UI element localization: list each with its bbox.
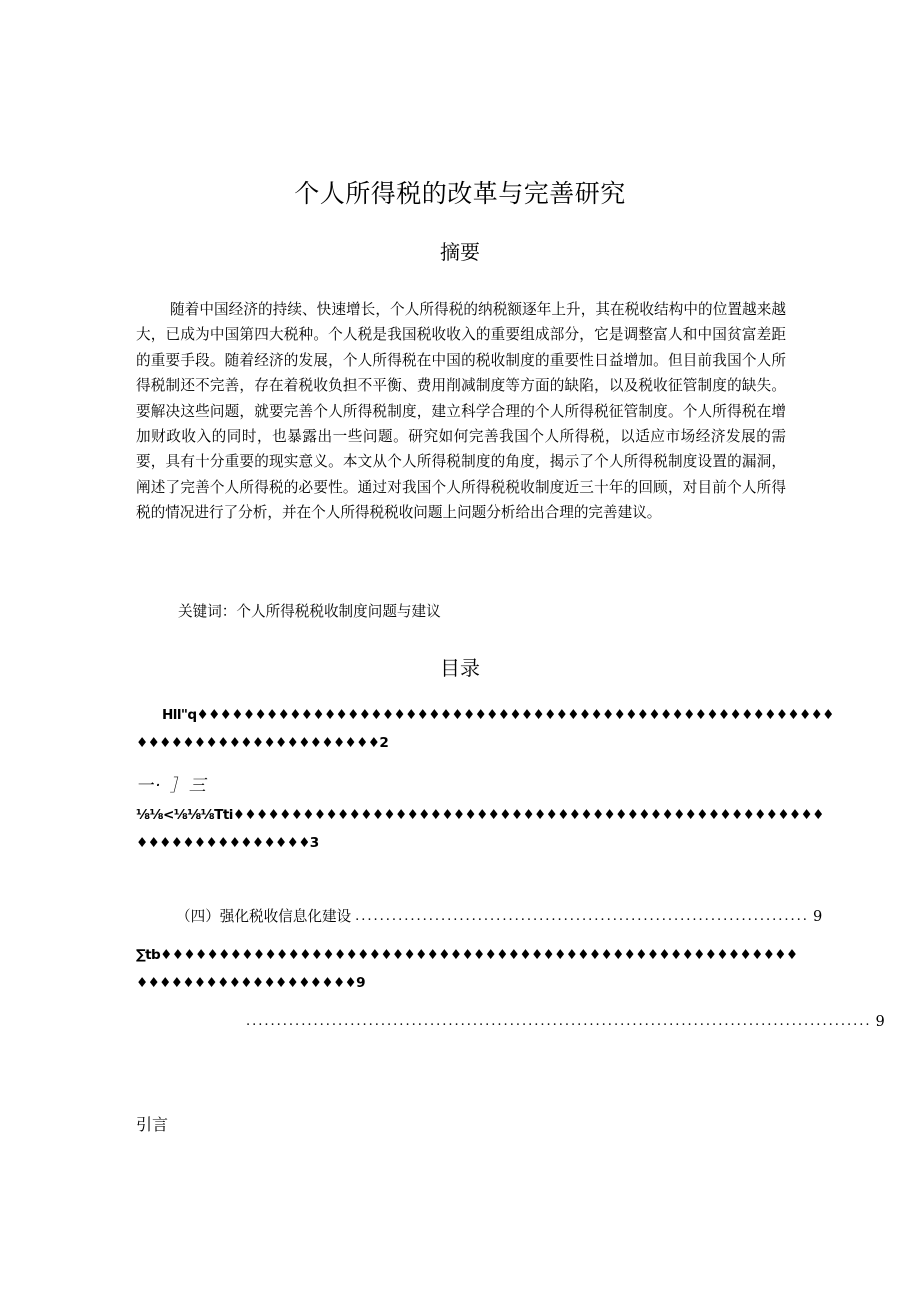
toc-entry-3-line-1: ⅛⅛<⅛⅛⅛Tti♦♦♦♦♦♦♦♦♦♦♦♦♦♦♦♦♦♦♦♦♦♦♦♦♦♦♦♦♦♦♦♦♦♦♦♦♦♦♦♦♦♦♦♦♦♦♦♦♦♦♦ xyxy=(136,807,824,823)
toc-entry-6 xyxy=(246,1010,885,1034)
keywords-line: 关键词：个人所得税税收制度问题与建议 xyxy=(178,603,441,620)
toc-entry-1-line-1: Hll"q♦♦♦♦♦♦♦♦♦♦♦♦♦♦♦♦♦♦♦♦♦♦♦♦♦♦♦♦♦♦♦♦♦♦♦♦♦♦♦♦♦♦♦♦♦♦♦♦♦♦♦♦♦♦♦ xyxy=(162,707,834,723)
toc-entry-2: 一· ］三 xyxy=(136,776,208,796)
abstract-heading: 摘要 xyxy=(440,240,480,264)
toc-entry-3-line-2: ♦♦♦♦♦♦♦♦♦♦♦♦♦♦♦3 xyxy=(136,835,319,851)
toc-entry-5-line-1: ∑tb♦♦♦♦♦♦♦♦♦♦♦♦♦♦♦♦♦♦♦♦♦♦♦♦♦♦♦♦♦♦♦♦♦♦♦♦♦♦♦♦♦♦♦♦♦♦♦♦♦♦♦♦♦♦♦ xyxy=(136,947,798,963)
intro-heading: 引言 xyxy=(136,1115,169,1134)
toc-entry-5-line-2: ♦♦♦♦♦♦♦♦♦♦♦♦♦♦♦♦♦♦♦9 xyxy=(136,975,366,991)
toc-entry-6-leader: ...................................................................................................... xyxy=(246,1014,872,1029)
abstract-paragraph: 随着中国经济的持续、快速增长，个人所得税的纳税额逐年上升，其在税收结构中的位置越来越大，已成为中国第四大税种。个人税是我国税收收入的重要组成部分，它是调整富人和中国贫富差距的重要手段。随着经济的发展，个人所得税在中国的税收制度的重要性日益增加。但目前我国个人所得税制还不完善，存在着税收负担不平衡、费用削减制度等方面的缺陷，以及税收征管制度的缺失。要解决这些问题，就要完善个人所得税制度，建立科学合理的个人所得税征管制度。个人所得税在增加财政收入的同时，也暴露出一些问题。研究如何完善我国个人所得税，以适应市场经济发展的需要，具有十分重要的现实意义。本文从个人所得税制度的角度，揭示了个人所得税制度设置的漏洞，阐述了完善个人所得税的必要性。通过对我国个人所得税税收制度近三十年的回顾，对目前个人所得税的情况进行了分析，并在个人所得税税收问题上问题分析给出合理的完善建议。 xyxy=(136,301,786,522)
toc-entry-6-page: 9 xyxy=(875,1013,885,1030)
toc-entry-4-page: 9 xyxy=(812,908,823,925)
document-title: 个人所得税的改革与完善研究 xyxy=(294,179,626,208)
toc-entry-4-label: （四）强化税收信息化建设 xyxy=(176,908,352,925)
toc-entry-1-line-2: ♦♦♦♦♦♦♦♦♦♦♦♦♦♦♦♦♦♦♦♦♦2 xyxy=(136,735,389,751)
toc-entry-4 xyxy=(176,905,823,929)
toc-entry-4-leader: .......................................................................... xyxy=(355,909,809,924)
toc-heading: 目录 xyxy=(440,656,480,680)
